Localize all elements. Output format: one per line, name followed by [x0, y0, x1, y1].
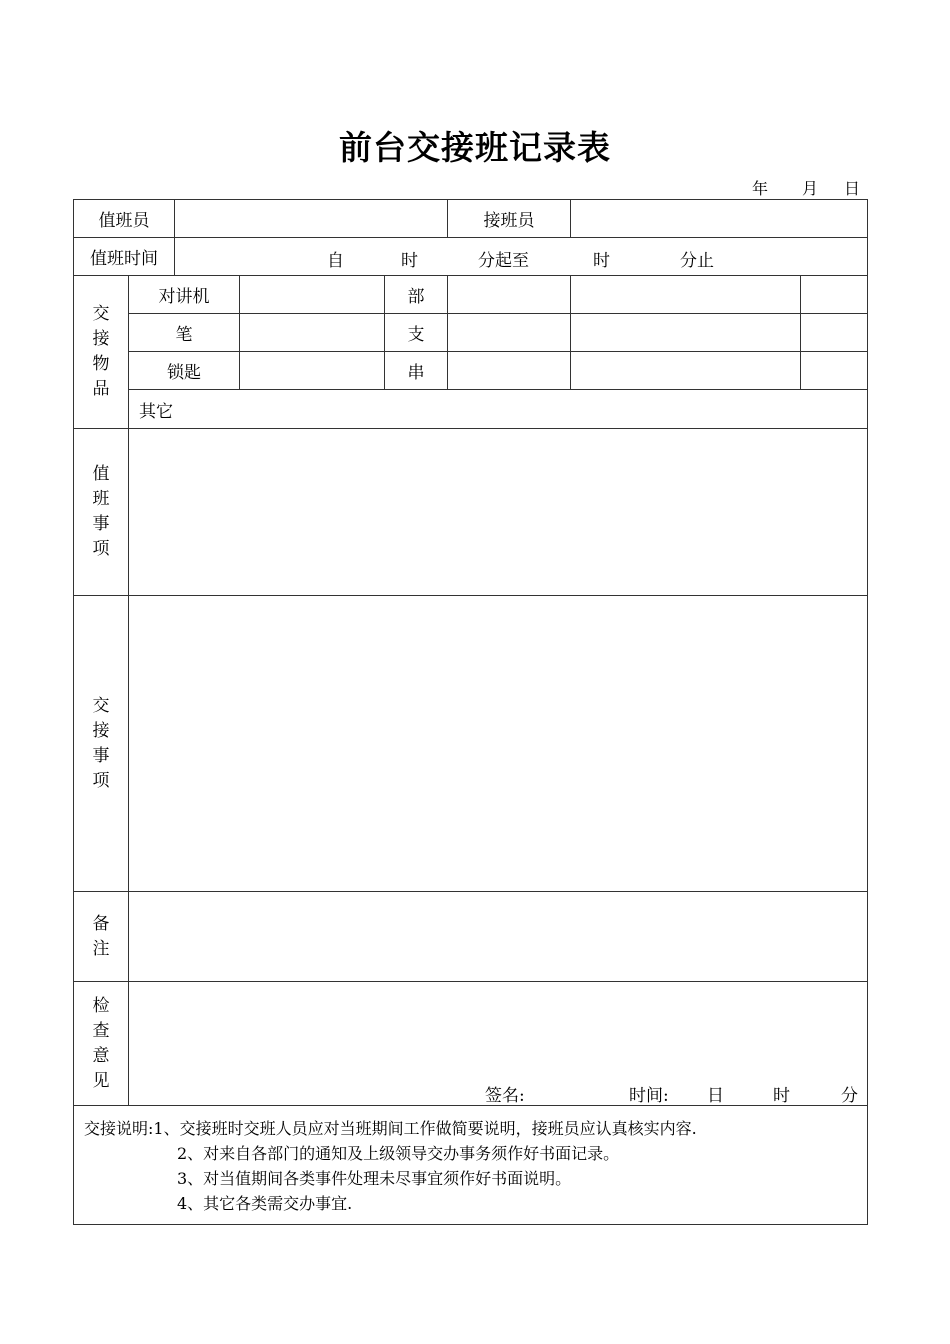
date-line — [740, 176, 864, 196]
successor-label: 接班员 — [448, 200, 571, 238]
other-items-field[interactable]: 其它 — [129, 390, 868, 429]
hour-label: 时 — [773, 1086, 790, 1106]
item-name: 锁匙 — [129, 352, 240, 390]
item-unit: 串 — [385, 352, 448, 390]
handover-form-table — [73, 199, 868, 1225]
item-quantity-field[interactable] — [240, 352, 385, 390]
duty-matters-field[interactable] — [129, 429, 868, 596]
item-extra-field[interactable] — [571, 276, 801, 314]
handover-matters-label: 交 接 事 项 — [74, 596, 129, 892]
signature-line — [129, 1081, 867, 1106]
inspection-label: 检 查 意 见 — [74, 982, 129, 1106]
successor-field[interactable] — [571, 200, 868, 238]
handover-matters-field[interactable] — [129, 596, 868, 892]
remarks-label: 备 注 — [74, 892, 129, 982]
item-unit: 部 — [385, 276, 448, 314]
instruction-line-2: 2、对来自各部门的通知及上级领导交办事务须作好书面记录。 — [177, 1144, 620, 1163]
duty-matters-label: 值 班 事 项 — [74, 429, 129, 596]
page-title: 前台交接班记录表 — [339, 128, 611, 167]
duty-time-minute-end: 分止 — [680, 251, 714, 271]
duty-time-minute-from-to: 分起至 — [478, 251, 529, 271]
duty-time-field[interactable] — [175, 238, 868, 276]
item-quantity-field[interactable] — [240, 314, 385, 352]
item-extra-field[interactable] — [448, 352, 571, 390]
signature-label: 签名: — [485, 1086, 525, 1106]
day-label: 日 — [707, 1086, 724, 1106]
handover-items-label: 交 接 物 品 — [74, 276, 129, 429]
item-quantity-field[interactable] — [240, 276, 385, 314]
item-unit: 支 — [385, 314, 448, 352]
duty-time-label: 值班时间 — [74, 238, 175, 276]
on-duty-field[interactable] — [175, 200, 448, 238]
item-extra-field[interactable] — [801, 276, 868, 314]
on-duty-label: 值班员 — [74, 200, 175, 238]
item-name: 对讲机 — [129, 276, 240, 314]
item-extra-field[interactable] — [571, 314, 801, 352]
item-extra-field[interactable] — [801, 314, 868, 352]
item-extra-field[interactable] — [571, 352, 801, 390]
instruction-line-1: 交接说明:1、交接班时交班人员应对当班期间工作做简要说明，接班员应认真核实内容. — [84, 1119, 697, 1138]
month-label: 月 — [802, 179, 819, 198]
duty-time-hour1: 时 — [401, 251, 418, 271]
time-label: 时间: — [629, 1086, 669, 1106]
duty-time-hour2: 时 — [593, 251, 610, 271]
item-extra-field[interactable] — [448, 276, 571, 314]
instruction-line-4: 4、其它各类需交办事宜. — [177, 1194, 353, 1213]
item-name: 笔 — [129, 314, 240, 352]
day-label: 日 — [844, 179, 861, 198]
item-extra-field[interactable] — [801, 352, 868, 390]
inspection-field[interactable] — [129, 982, 868, 1106]
instruction-line-3: 3、对当值期间各类事件处理未尽事宜须作好书面说明。 — [177, 1169, 572, 1188]
year-label: 年 — [752, 179, 769, 198]
duty-time-from: 自 — [327, 251, 344, 271]
minute-label: 分 — [841, 1086, 858, 1106]
remarks-field[interactable] — [129, 892, 868, 982]
item-extra-field[interactable] — [448, 314, 571, 352]
handover-instructions — [74, 1106, 868, 1225]
